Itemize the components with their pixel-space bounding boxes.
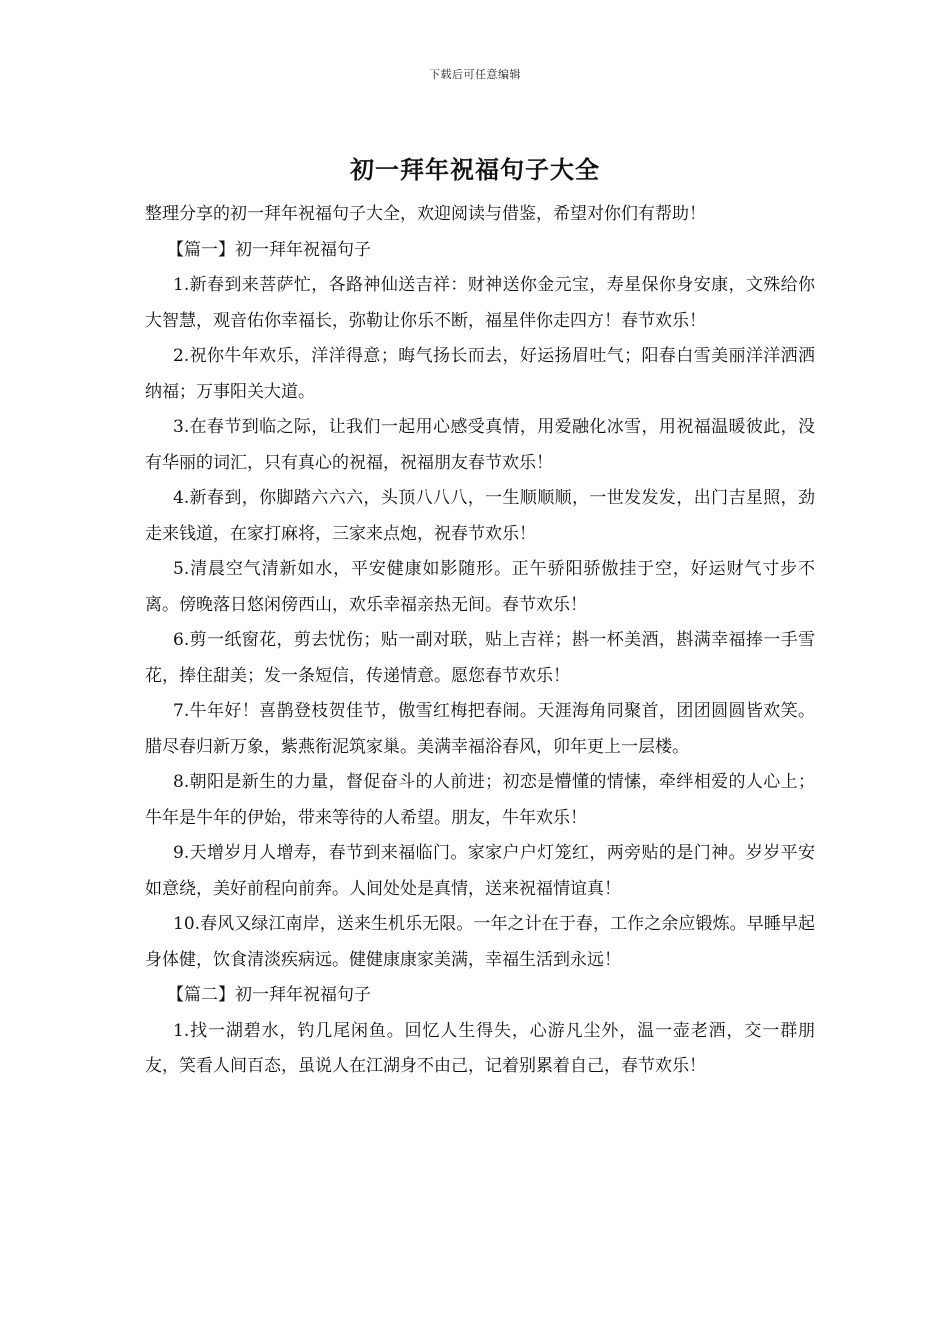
list-item: 6.剪一纸窗花，剪去忧伤；贴一副对联，贴上吉祥；斟一杯美酒，斟满幸福捧一手雪花，捧住甜美；发一条短信，传递情意。愿您春节欢乐！ (145, 630, 815, 686)
header-note: 下载后可任意编辑 (429, 68, 521, 81)
list-item: 1.新春到来菩萨忙，各路神仙送吉祥：财神送你金元宝，寿星保你身安康，文殊给你大智慧，观音佑你幸福长，弥勒让你乐不断，福星伴你走四方！春节欢乐！ (145, 275, 815, 331)
document-body (145, 197, 815, 1085)
section-heading-1: 【篇一】初一拜年祝福句子 (167, 239, 371, 260)
list-item: 8.朝阳是新生的力量，督促奋斗的人前进；初恋是懵懂的情愫，牵绊相爱的人心上；牛年是牛年的伊始，带来等待的人希望。朋友，牛年欢乐！ (145, 772, 815, 828)
document-title: 初一拜年祝福句子大全 (350, 155, 600, 184)
list-item: 1.找一湖碧水，钓几尾闲鱼。回忆人生得失，心游凡尘外，温一壶老酒，交一群朋友，笑看人间百态，虽说人在江湖身不由己，记着别累着自己，春节欢乐！ (145, 1020, 815, 1076)
list-item: 5.清晨空气清新如水，平安健康如影随形。正午骄阳骄傲挂于空，好运财气寸步不离。傍晚落日悠闲傍西山，欢乐幸福亲热无间。春节欢乐！ (145, 559, 815, 615)
intro-paragraph: 整理分享的初一拜年祝福句子大全，欢迎阅读与借鉴，希望对你们有帮助！ (145, 204, 706, 224)
list-item: 2.祝你牛年欢乐，洋洋得意；晦气扬长而去，好运扬眉吐气；阳春白雪美丽洋洋洒洒纳福；万事阳关大道。 (145, 346, 815, 402)
list-item: 3.在春节到临之际，让我们一起用心感受真情，用爱融化冰雪，用祝福温暖彼此，没有华丽的词汇，只有真心的祝福，祝福朋友春节欢乐！ (145, 417, 815, 473)
list-item: 9.天增岁月人增寿，春节到来福临门。家家户户灯笼红，两旁贴的是门神。岁岁平安如意绕，美好前程向前奔。人间处处是真情，送来祝福情谊真！ (145, 843, 815, 899)
list-item: 10.春风又绿江南岸，送来生机乐无限。一年之计在于春，工作之余应锻炼。早睡早起身体健，饮食清淡疾病远。健健康康家美满，幸福生活到永远！ (145, 914, 815, 970)
section-heading-2: 【篇二】初一拜年祝福句子 (167, 985, 371, 1005)
list-item: 4.新春到，你脚踏六六六，头顶八八八，一生顺顺顺，一世发发发，出门吉星照，劲走来钱道，在家打麻将，三家来点炮，祝春节欢乐！ (145, 488, 815, 544)
list-item: 7.牛年好！喜鹊登枝贺佳节，傲雪红梅把春闹。天涯海角同聚首，团团圆圆皆欢笑。腊尽春归新万象，紫燕衔泥筑家巢。美满幸福浴春风，卯年更上一层楼。 (145, 701, 815, 757)
